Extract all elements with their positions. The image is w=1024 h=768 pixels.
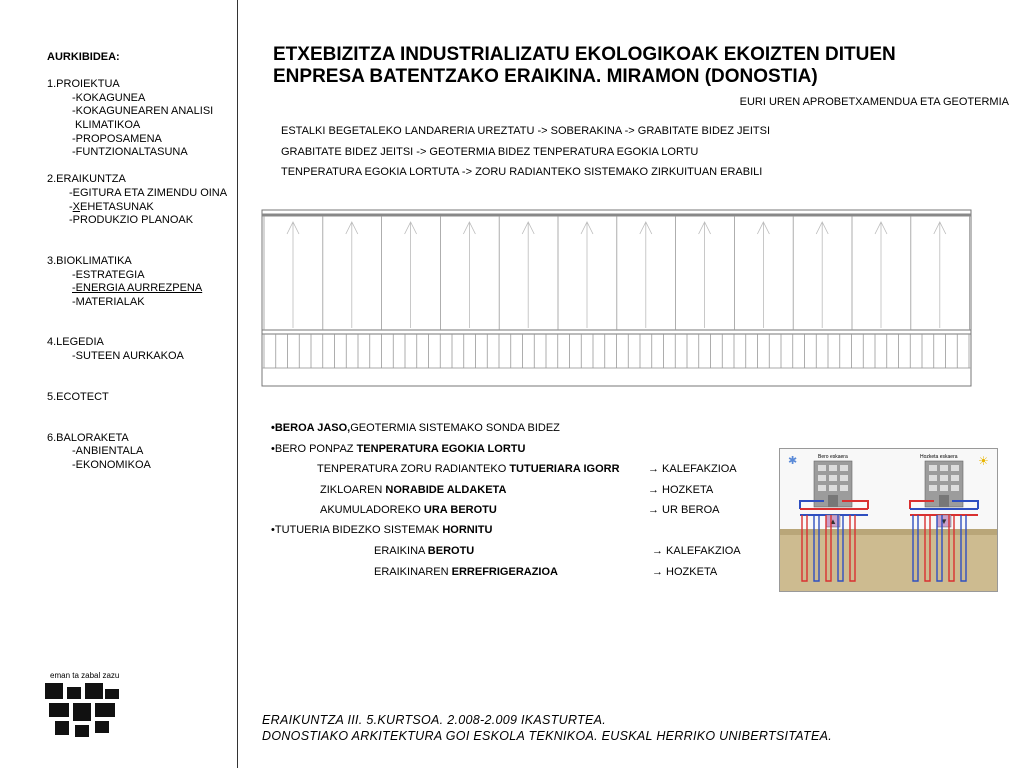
bullet-row: [320, 484, 506, 496]
svg-text:▼: ▼: [940, 517, 948, 526]
diagram-soil: [780, 529, 997, 591]
process-line: TENPERATURA EGOKIA LORTUTA -> ZORU RADIANTEKO SISTEMAKO ZIRKUITUAN ERABILI: [281, 166, 763, 178]
diagram-right-label: Hozketa eskaera: [920, 454, 958, 460]
bullet-result: → KALEFAKZIOA: [648, 463, 737, 475]
sidebar-subitem-active[interactable]: -ENERGIA AURREZPENA: [72, 282, 203, 295]
bullet-row: [317, 463, 620, 475]
airflow-arrow: [699, 222, 711, 328]
bullet-result: → HOZKETA: [652, 566, 718, 578]
bullet-tutueria: [271, 524, 492, 536]
bullet-row: [374, 545, 474, 557]
sidebar-subitem-underlined-letter: X: [72, 200, 81, 213]
sidebar-item-proiektua[interactable]: 1.PROIEKTUA: [47, 78, 120, 91]
snowflake-icon: ✱: [788, 455, 798, 467]
sidebar-subitem[interactable]: -EGITURA ETA ZIMENDU OINA: [69, 186, 228, 199]
bullet-text: ERAIKINAREN: [374, 566, 452, 578]
sidebar-subitem[interactable]: KLIMATIKOA: [72, 118, 141, 131]
sidebar-heading: AURKIBIDEA:: [47, 51, 120, 63]
bullet-bero-ponpaz: [271, 443, 525, 455]
airflow-arrow: [757, 222, 769, 328]
airflow-arrow: [522, 222, 534, 328]
sidebar-subitem[interactable]: -ESTRATEGIA: [72, 268, 145, 281]
airflow-arrow: [463, 222, 475, 328]
sidebar-item-balorakea[interactable]: 6.BALORAKETA: [47, 431, 129, 444]
sidebar-item-eraikuntza[interactable]: 2.ERAIKUNTZA: [47, 173, 126, 186]
sidebar-item-legedia[interactable]: 4.LEGEDIA: [47, 336, 104, 349]
geothermal-diagram: [779, 448, 998, 592]
sidebar-subitem[interactable]: -EKONOMIKOA: [72, 458, 151, 471]
bullet-bold: •BEROA JASO,: [271, 422, 351, 434]
footer: [262, 712, 832, 744]
bullet-text: •TUTUERIA BIDEZKO SISTEMAK: [271, 524, 443, 536]
sun-icon: ☀: [978, 454, 989, 468]
svg-text:▲: ▲: [829, 517, 837, 526]
bullet-bold: URA BEROTU: [423, 504, 497, 516]
sidebar-subitem[interactable]: -MATERIALAK: [72, 295, 145, 308]
bullet-bold: ERREFRIGERAZIOA: [451, 566, 558, 578]
sidebar-subitem-xehetasunak[interactable]: [47, 201, 237, 215]
building-section-drawing: [261, 208, 972, 388]
process-line: ESTALKI BEGETALEKO LANDARERIA UREZTATU -> SOBERAKINA -> GRABITATE BIDEZ JEITSI: [281, 125, 771, 137]
page-subtitle: EURI UREN APROBETXAMENDUA ETA GEOTERMIA: [739, 96, 1009, 108]
bullet-text: ZIKLOAREN: [320, 484, 386, 496]
bullet-beroa-jaso: [271, 422, 560, 434]
bullet-text: •BERO PONPAZ: [271, 443, 357, 455]
footer-line1: ERAIKUNTZA III. 5.KURTSOA. 2.008-2.009 IKASTURTEA.: [262, 713, 607, 727]
airflow-arrow: [816, 222, 828, 328]
sidebar-index: [47, 51, 237, 472]
bullet-bold: NORABIDE ALDAKETA: [385, 484, 507, 496]
sidebar-subitem[interactable]: -KOKAGUNEAREN ANALISI: [72, 105, 214, 118]
sidebar-subitem[interactable]: -PRODUKZIO PLANOAK: [69, 214, 194, 227]
page-title: [273, 44, 973, 88]
airflow-arrow: [405, 222, 417, 328]
sidebar-item-bioklimatika[interactable]: 3.BIOKLIMATIKA: [47, 254, 132, 267]
bullet-text: ERAIKINA: [374, 545, 428, 557]
vertical-divider: [237, 0, 238, 768]
process-lines: [281, 121, 770, 183]
bullet-result: → HOZKETA: [648, 484, 714, 496]
process-line: GRABITATE BIDEZ JEITSI -> GEOTERMIA BIDEZ TENPERATURA EGOKIA LORTU: [281, 145, 699, 158]
airflow-arrow: [934, 222, 946, 328]
page-title-line2: ENPRESA BATENTZAKO ERAIKINA. MIRAMON (DONOSTIA): [273, 66, 818, 87]
logo-caption: eman ta zabal zazu: [50, 671, 120, 680]
sidebar-subitem-rest: EHETASUNAK: [80, 200, 154, 213]
sidebar-subitem[interactable]: -ANBIENTALA: [72, 445, 144, 458]
bullet-text: AKUMULADOREKO: [320, 504, 424, 516]
footer-line2: DONOSTIAKO ARKITEKTURA GOI ESKOLA TEKNIKOA. EUSKAL HERRIKO UNIBERTSITATEA.: [262, 729, 833, 743]
airflow-arrow: [875, 222, 887, 328]
airflow-arrow: [640, 222, 652, 328]
sidebar-item-ecotect[interactable]: 5.ECOTECT: [47, 390, 109, 403]
bullet-bold: TUTUERIARA IGORR: [509, 463, 620, 475]
bullet-row: [374, 566, 558, 578]
bullet-result: → KALEFAKZIOA: [652, 545, 741, 557]
airflow-arrow: [287, 222, 299, 328]
airflow-arrow: [346, 222, 358, 328]
sidebar-subitem[interactable]: -KOKAGUNEA: [72, 91, 146, 104]
diagram-left-label: Bero eskaera: [818, 454, 848, 460]
sidebar-subitem[interactable]: -FUNTZIONALTASUNA: [72, 146, 188, 159]
sidebar-subitem-dash: -: [69, 200, 73, 213]
page-title-line1: ETXEBIZITZA INDUSTRIALIZATU EKOLOGIKOAK EKOIZTEN DITUEN: [273, 44, 896, 65]
bullet-row: [320, 504, 497, 516]
bullet-bold: BEROTU: [427, 545, 475, 557]
bullet-bold: TENPERATURA EGOKIA LORTU: [356, 443, 526, 455]
bullet-text: TENPERATURA ZORU RADIANTEKO: [317, 463, 510, 475]
university-logo: [45, 683, 119, 737]
bullet-text: GEOTERMIA SISTEMAKO SONDA BIDEZ: [350, 422, 560, 434]
sidebar-subitem[interactable]: -PROPOSAMENA: [72, 132, 162, 145]
bullet-bold: HORNITU: [442, 524, 493, 536]
airflow-arrow: [581, 222, 593, 328]
bullet-result: → UR BEROA: [648, 504, 720, 516]
sidebar-subitem[interactable]: -SUTEEN AURKAKOA: [72, 350, 184, 363]
